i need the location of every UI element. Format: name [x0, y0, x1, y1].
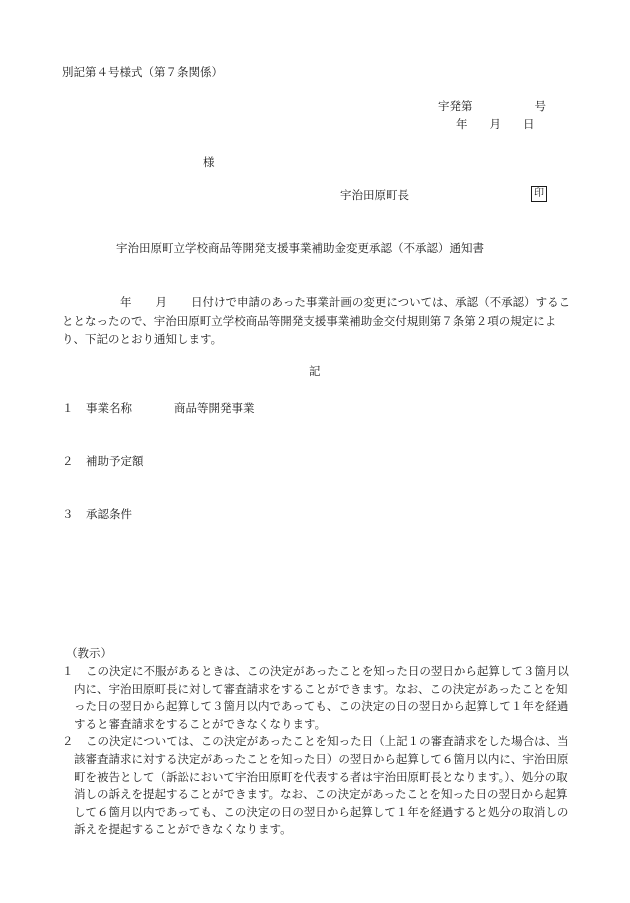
item-number: １ [62, 401, 74, 415]
date-day: 日 [523, 117, 535, 131]
body-year: 年 [120, 295, 132, 309]
form-label: 別記第４号様式（第７条関係） [62, 65, 223, 79]
sender-name: 宇治田原町長 [340, 188, 409, 202]
instruction-item [62, 733, 572, 839]
instruction-number: ２ [62, 734, 74, 749]
instruction-item [62, 663, 572, 733]
item-business-name [62, 400, 255, 416]
item-label: 承認条件 [86, 507, 132, 521]
instruction-text: この決定に不服があるときは、この決定があったことを知った日の翌日から起算して３箇月以内に、宇治田原町長に対して審査請求をすることができます。なお、この決定があったことを知った日の翌日から起算して３箇月以内であっても、この決定の日の翌日から起算して１年を経過すると審査請求をすることができなくなります。 [74, 664, 569, 731]
item-number: ２ [62, 454, 74, 468]
item-approval-conditions [62, 506, 174, 522]
item-number: ３ [62, 507, 74, 521]
instruction-heading: （教示） [66, 646, 112, 660]
body-text: 日付けで申請のあった事業計画の変更については、承認（不承認）することとなったので、宇治田原町立学校商品等開発支援事業補助金交付規則第７条第２項の規定により、下記のとおり通知します。 [62, 295, 571, 346]
ki-heading: 記 [309, 364, 321, 378]
date-month: 月 [489, 117, 501, 131]
body-month: 月 [155, 295, 167, 309]
item-label: 補助予定額 [86, 454, 144, 468]
ref-suffix: 号 [534, 99, 546, 113]
seal-mark: 印 [531, 186, 547, 202]
document-title: 宇治田原町立学校商品等開発支援事業補助金変更承認（不承認）通知書 [116, 241, 484, 255]
issue-date [456, 116, 535, 132]
reference-number [438, 98, 546, 114]
ref-prefix: 宇発第 [438, 99, 473, 113]
instruction-number: １ [62, 664, 74, 678]
addressee-honorific: 様 [203, 155, 215, 169]
item-label: 事業名称 [86, 401, 132, 415]
item-value: 商品等開発事業 [174, 401, 255, 415]
instruction-list [62, 663, 572, 839]
date-year: 年 [456, 117, 468, 131]
item-subsidy-amount [62, 453, 186, 469]
instruction-text: この決定については、この決定があったことを知った日（上記１の審査請求をした場合は、当該審査請求に対する決定があったことを知った日）の翌日から起算して６箇月以内に、宇治田原町を被告として（訴訟において宇治田原町を代表する者は宇治田原町長となります。）、処分の取消しの訴えを提起することができます。なお、この決定があったことを知った日の翌日から起算して６箇月以内であっても、この決定の日の翌日から起算して１年を経過すると処分の取消しの訴えを提起することができなくなります。 [74, 734, 569, 837]
body-paragraph [62, 293, 572, 349]
